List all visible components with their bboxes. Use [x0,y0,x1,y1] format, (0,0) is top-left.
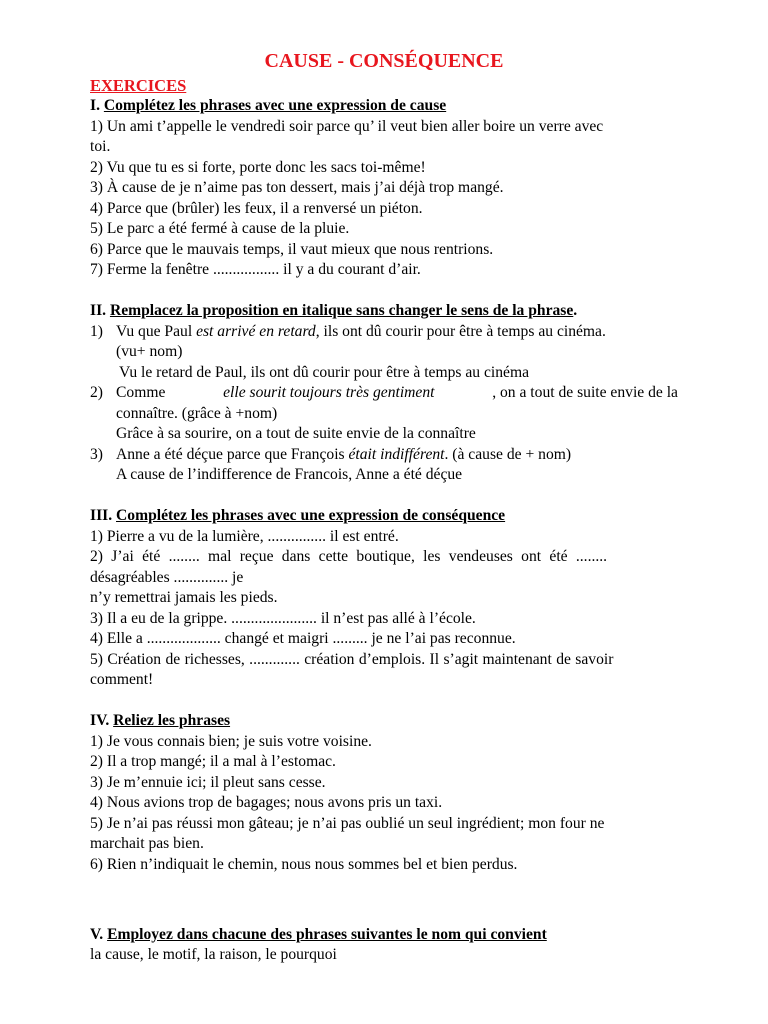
list-item: 4) Elle a ................... changé et maigri ......... je ne l’ai pas reconnue. [90,630,516,647]
list-item: 7) Ferme la fenêtre ................. il y a du courant d’air. [90,261,421,278]
list-item [90,445,678,466]
list-item [90,322,678,343]
list-item: 5) Je n’ai pas réussi mon gâteau; je n’ai pas oublié un seul ingrédient; mon four ne [90,814,605,832]
section-title: Complétez les phrases avec une expression de conséquence [116,507,506,524]
heading-period: . [573,302,578,319]
section-title: Complétez les phrases avec une expression de cause [103,97,447,114]
item-answer: A cause de l’indifference de Francois, Anne a été déçue [116,466,463,483]
item-italic: était indifférent [348,445,445,463]
section-3-heading [90,506,678,527]
list-item: 5) Le parc a été fermé à cause de la pluie. [90,220,350,237]
spacer [90,691,678,712]
item-text: , ils ont dû courir pour être à temps au cinéma. [315,322,606,340]
item-text: , on a tout de suite envie de la [492,384,678,401]
list-item: toi. [90,138,111,155]
spacer [90,904,678,925]
list-item: 1) Pierre a vu de la lumière, ............... il est entré. [90,527,399,545]
section-title: Employez dans chacune des phrases suivantes le nom qui convient [107,925,547,943]
spacer [90,875,678,904]
section-1-heading [90,96,678,117]
section-title: Reliez les phrases [113,712,231,729]
item-number: 3) [90,445,103,463]
list-item: 3) À cause de je n’aime pas ton dessert, mais j’ai déjà trop mangé. [90,179,504,196]
section-number: II. [90,302,110,319]
item-italic: elle sourit toujours très gentiment [223,384,435,401]
page-title: CAUSE - CONSÉQUENCE [264,50,504,72]
list-item: 2) Vu que tu es si forte, porte donc les sacs toi-même! [90,158,426,176]
section-5-heading [90,925,678,946]
list-item: 3) Il a eu de la grippe. ...................... il n’est pas allé à l’école. [90,609,476,627]
list-item: n’y remettrai jamais les pieds. [90,589,278,606]
list-item: 4) Nous avions trop de bagages; nous avons pris un taxi. [90,794,443,811]
item-hint: connaître. (grâce à +nom) [116,404,278,422]
section-number: III. [90,507,117,524]
section-2-heading [90,301,678,322]
section-4-heading [90,711,678,732]
item-text: Anne a été déçue parce que François [116,445,349,463]
section-title: Remplacez la proposition en italique sans changer le sens de la phrase [109,302,574,319]
item-number: 2) [90,384,103,401]
spacer [90,486,678,507]
list-item: 1) Je vous connais bien; je suis votre voisine. [90,732,372,750]
item-italic: est arrivé en retard [196,322,316,340]
list-item [90,383,678,404]
spacer [90,281,678,302]
item-text: . (à cause de + nom) [444,445,572,463]
item-answer: Grâce à sa sourire, on a tout de suite envie de la connaître [116,425,476,442]
section-number: I. [90,97,104,114]
list-item: désagréables .............. je [90,568,244,586]
item-number: 1) [90,322,103,340]
list-item: 2) J’ai été ........ mal reçue dans cette boutique, les vendeuses ont été ........ [90,548,608,565]
list-item: 5) Création de richesses, ............. création d’emplois. Il s’agit maintenant de savoir [90,650,614,668]
section-number: V. [90,925,108,943]
item-text: Vu que Paul [116,322,197,340]
list-item: la cause, le motif, la raison, le pourquoi [90,946,337,963]
list-item: 2) Il a trop mangé; il a mal à l’estomac. [90,753,336,770]
item-hint: (vu+ nom) [116,343,183,360]
list-item: 6) Parce que le mauvais temps, il vaut mieux que nous rentrions. [90,240,494,258]
item-answer: Vu le retard de Paul, ils ont dû courir pour être à temps au cinéma [119,363,529,381]
list-item: 3) Je m’ennuie ici; il pleut sans cesse. [90,773,326,791]
list-item: 4) Parce que (brûler) les feux, il a renversé un piéton. [90,199,423,217]
list-item: 6) Rien n’indiquait le chemin, nous nous sommes bel et bien perdus. [90,855,518,873]
exercices-heading: EXERCICES [90,76,187,95]
item-text: Comme [116,384,166,401]
list-item: marchait pas bien. [90,835,204,852]
list-item: 1) Un ami t’appelle le vendredi soir parce qu’ il veut bien aller boire un verre avec [90,117,604,135]
section-number: IV. [90,712,114,729]
list-item: comment! [90,671,154,688]
item-justified [116,383,678,404]
